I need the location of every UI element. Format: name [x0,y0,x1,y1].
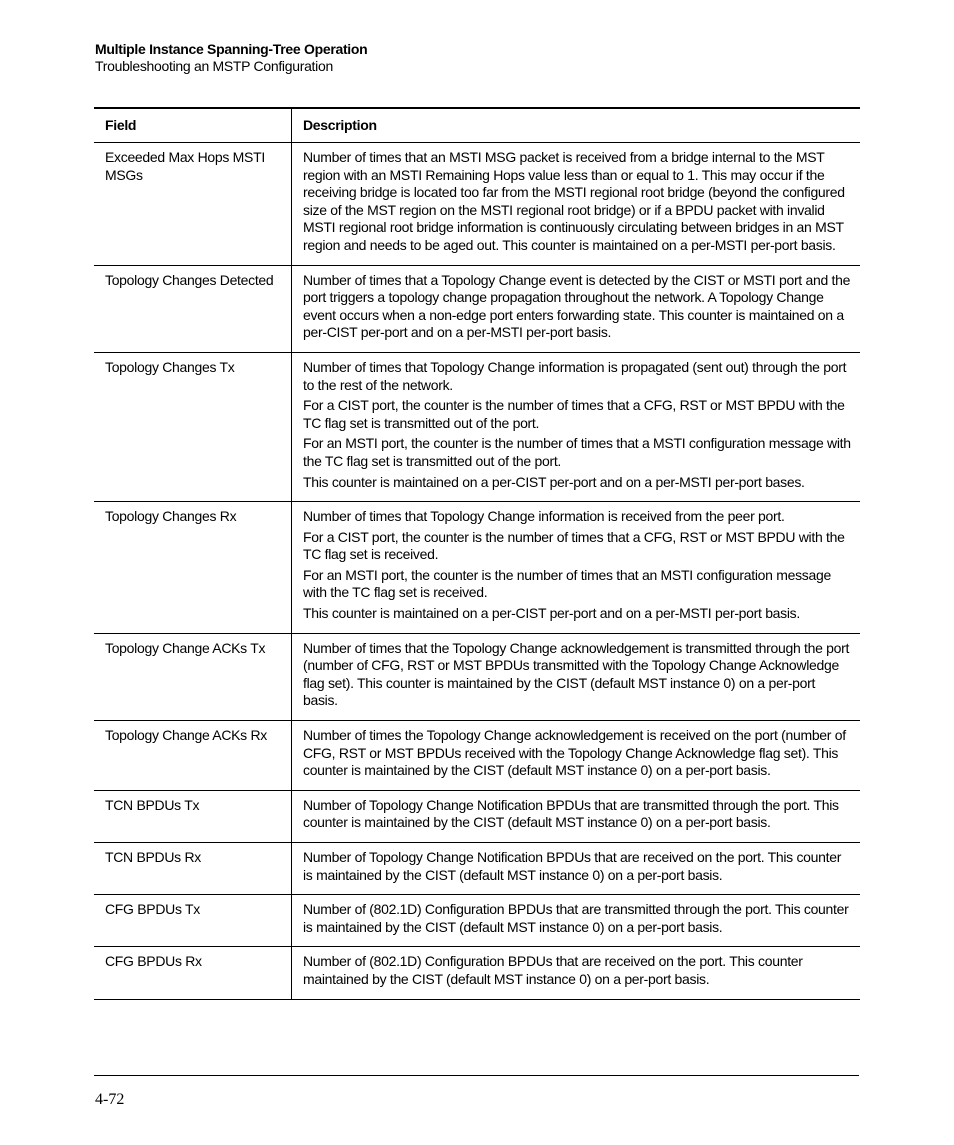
table-row [94,721,860,791]
description-paragraph: Number of times that Topology Change information is propagated (sent out) through the port to the rest of the network. [303,358,847,393]
column-header-field: Field [94,108,292,143]
field-description-cell [292,265,861,352]
description-paragraph: Number of Topology Change Notification BPDUs that are transmitted through the port. This counter is maintained by the CIST (default MST instance 0) on a per-port basis. [303,796,839,831]
description-paragraph: Number of times that a Topology Change event is detected by the CIST or MSTI port and the port triggers a topology change propagation throughout the network. A Topology Change event occurs when a non-edge port enters forwarding state. This counter is maintained on a per-CIST per-port and on a per-MSTI per-port basis. [303,271,851,341]
field-name-cell: Topology Changes Rx [94,502,292,634]
field-name-cell: Topology Change ACKs Rx [94,721,292,791]
field-name-cell: TCN BPDUs Rx [94,843,292,895]
field-description-cell [292,352,861,501]
table-header-row [94,108,860,143]
chapter-title: Multiple Instance Spanning-Tree Operation [95,41,368,57]
field-name-cell: Exceeded Max Hops MSTI MSGs [94,143,292,266]
description-paragraph: Number of times the Topology Change acknowledgement is received on the port (number of CFG, RST or MST BPDUs received with the Topology Change Acknowledge flag set). This counter is maintained by the CIST (default MST instance 0) on a per-port basis. [303,727,846,779]
table-row [94,895,860,947]
field-description-cell [292,843,861,895]
field-name-cell: Topology Change ACKs Tx [94,633,292,720]
field-description-cell [292,947,861,999]
page-number: 4-72 [95,1091,125,1108]
table-row [94,502,860,634]
field-name-cell: TCN BPDUs Tx [94,790,292,842]
description-paragraph: For a CIST port, the counter is the number of times that a CFG, RST or MST BPDU with the TC flag set is transmitted out of the port. [303,397,845,431]
description-paragraph: For an MSTI port, the counter is the number of times that an MSTI configuration message with the TC flag set is received. [303,566,831,601]
table-row [94,947,860,999]
description-paragraph: Number of (802.1D) Configuration BPDUs that are received on the port. This counter maintained by the CIST (default MST instance 0) on a per-port basis. [303,953,803,987]
column-header-description: Description [303,117,377,133]
description-paragraph: Number of times that the Topology Change acknowledgement is transmitted through the port (number of CFG, RST or MST BPDUs transmitted with the Topology Change Acknowledge flag set). This counter is maintained by the CIST (default MST instance 0) on a per-port basis. [303,639,850,709]
description-paragraph: Number of times that Topology Change information is received from the peer port. [303,508,785,525]
table-row [94,790,860,842]
field-name-cell: Topology Changes Tx [94,352,292,501]
description-paragraph: Number of times that an MSTI MSG packet is received from a bridge internal to the MST region with an MSTI Remaining Hops value less than or equal to 1. This may occur if the receiving bridge is located too far from the MSTI regional root bridge (beyond the configured size of the MST region on the MSTI regional root bridge) or if a BPDU packet with invalid MSTI regional root bridge information is continuously circulating between bridges in an MST region and needs to be aged out. This counter is maintained on a per-MSTI per-port basis. [303,149,845,253]
footer-divider [94,1075,859,1076]
description-paragraph: Number of (802.1D) Configuration BPDUs that are transmitted through the port. This counter is maintained by the CIST (default MST instance 0) on a per-port basis. [303,901,849,935]
table-row [94,265,860,352]
description-paragraph: For a CIST port, the counter is the number of times that a CFG, RST or MST BPDU with the TC flag set is received. [303,528,845,563]
table-body [94,143,860,1000]
field-description-cell [292,502,861,634]
table-row [94,843,860,895]
running-header [95,41,367,75]
description-paragraph: For an MSTI port, the counter is the number of times that a MSTI configuration message with the TC flag set is transmitted out of the port. [303,435,851,469]
field-name-cell: CFG BPDUs Rx [94,947,292,999]
field-description-cell [292,790,861,842]
field-name-cell: CFG BPDUs Tx [94,895,292,947]
description-paragraph: Number of Topology Change Notification BPDUs that are received on the port. This counter is maintained by the CIST (default MST instance 0) on a per-port basis. [303,849,842,883]
section-title: Troubleshooting an MSTP Configuration [95,58,333,74]
field-description-cell [292,895,861,947]
field-description-cell [292,143,861,266]
field-name-cell: Topology Changes Detected [94,265,292,352]
table-row [94,352,860,501]
counter-fields-table [94,107,860,1000]
field-description-cell [292,633,861,720]
description-paragraph: This counter is maintained on a per-CIST per-port and on a per-MSTI per-port bases. [303,473,805,490]
field-description-cell [292,721,861,791]
description-paragraph: This counter is maintained on a per-CIST per-port and on a per-MSTI per-port basis. [303,605,800,622]
table-row [94,633,860,720]
table-row [94,143,860,266]
